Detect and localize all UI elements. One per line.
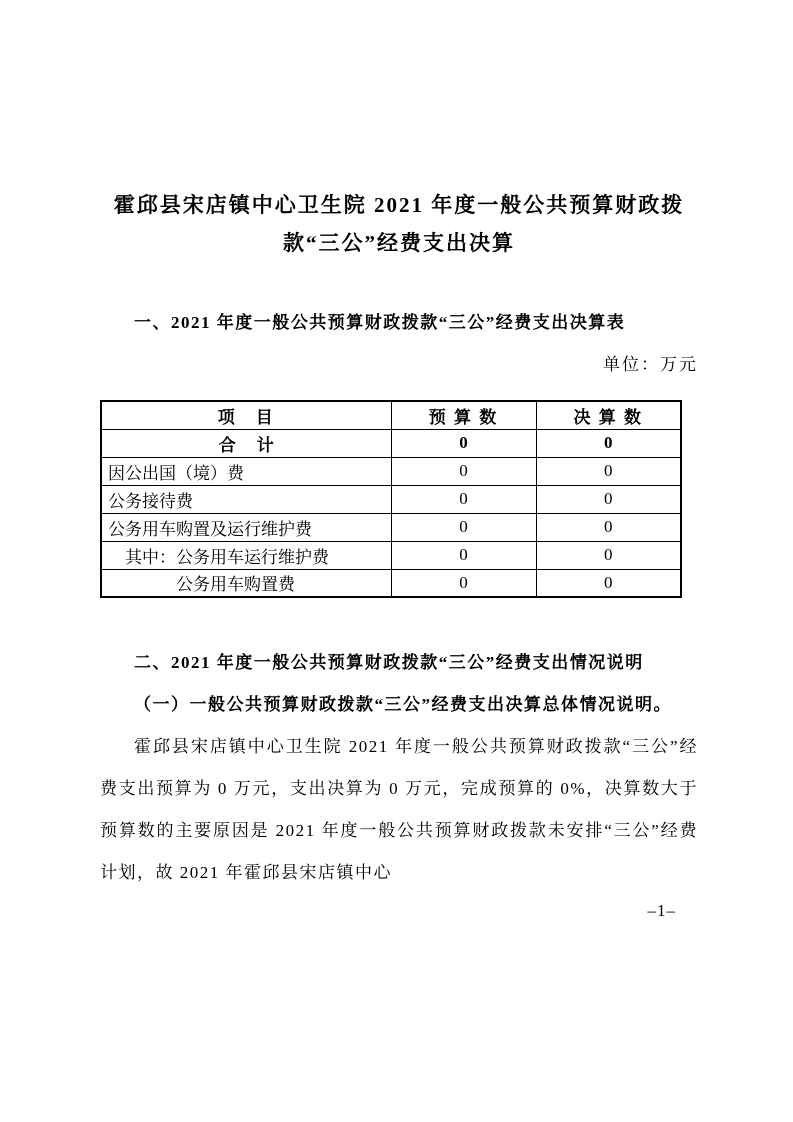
row-item-label: 公务接待费 bbox=[101, 485, 391, 513]
row-final-value: 0 bbox=[536, 513, 681, 541]
row-final-value: 0 bbox=[536, 429, 681, 457]
row-item-label: 其中：公务用车运行维护费 bbox=[101, 541, 391, 569]
row-budget-value: 0 bbox=[391, 541, 536, 569]
table-row bbox=[101, 513, 681, 541]
table-header-row bbox=[101, 401, 681, 429]
row-item-label: 公务用车购置及运行维护费 bbox=[101, 513, 391, 541]
row-item-label: 公务用车购置费 bbox=[101, 569, 391, 597]
column-header-final: 决 算 数 bbox=[536, 401, 681, 429]
row-budget-value: 0 bbox=[391, 513, 536, 541]
budget-table bbox=[100, 400, 682, 598]
subsection-heading: （一）一般公共预算财政拨款“三公”经费支出决算总体情况说明。 bbox=[134, 695, 672, 714]
document-title: 霍邱县宋店镇中心卫生院 2021 年度一般公共预算财政拨款“三公”经费支出决算 bbox=[113, 193, 685, 255]
table-row bbox=[101, 485, 681, 513]
row-final-value: 0 bbox=[536, 541, 681, 569]
unit-label: 单位：万元 bbox=[603, 355, 698, 374]
row-budget-value: 0 bbox=[391, 457, 536, 485]
row-final-value: 0 bbox=[536, 485, 681, 513]
row-item-label: 合 计 bbox=[101, 429, 391, 457]
table-row bbox=[101, 541, 681, 569]
row-item-label: 因公出国（境）费 bbox=[101, 457, 391, 485]
table-row bbox=[101, 457, 681, 485]
table-row bbox=[101, 569, 681, 597]
row-final-value: 0 bbox=[536, 569, 681, 597]
section1-heading: 一、2021 年度一般公共预算财政拨款“三公”经费支出决算表 bbox=[134, 313, 626, 332]
column-header-budget: 预 算 数 bbox=[391, 401, 536, 429]
row-budget-value: 0 bbox=[391, 429, 536, 457]
body-paragraph: 霍邱县宋店镇中心卫生院 2021 年度一般公共预算财政拨款“三公”经费支出预算为 0 万元，支出决算为 0 万元，完成预算的 0%，决算数大于预算数的主要原因是 2021 年度一般公共预算财政拨款未安排“三公”经费计划，故 2021 年霍邱县宋店镇中心 bbox=[100, 737, 698, 882]
row-budget-value: 0 bbox=[391, 485, 536, 513]
row-budget-value: 0 bbox=[391, 569, 536, 597]
table-row-total bbox=[101, 429, 681, 457]
row-final-value: 0 bbox=[536, 457, 681, 485]
page-number: –1– bbox=[647, 901, 676, 920]
section2-heading: 二、2021 年度一般公共预算财政拨款“三公”经费支出情况说明 bbox=[134, 653, 644, 672]
column-header-item: 项 目 bbox=[101, 401, 391, 429]
